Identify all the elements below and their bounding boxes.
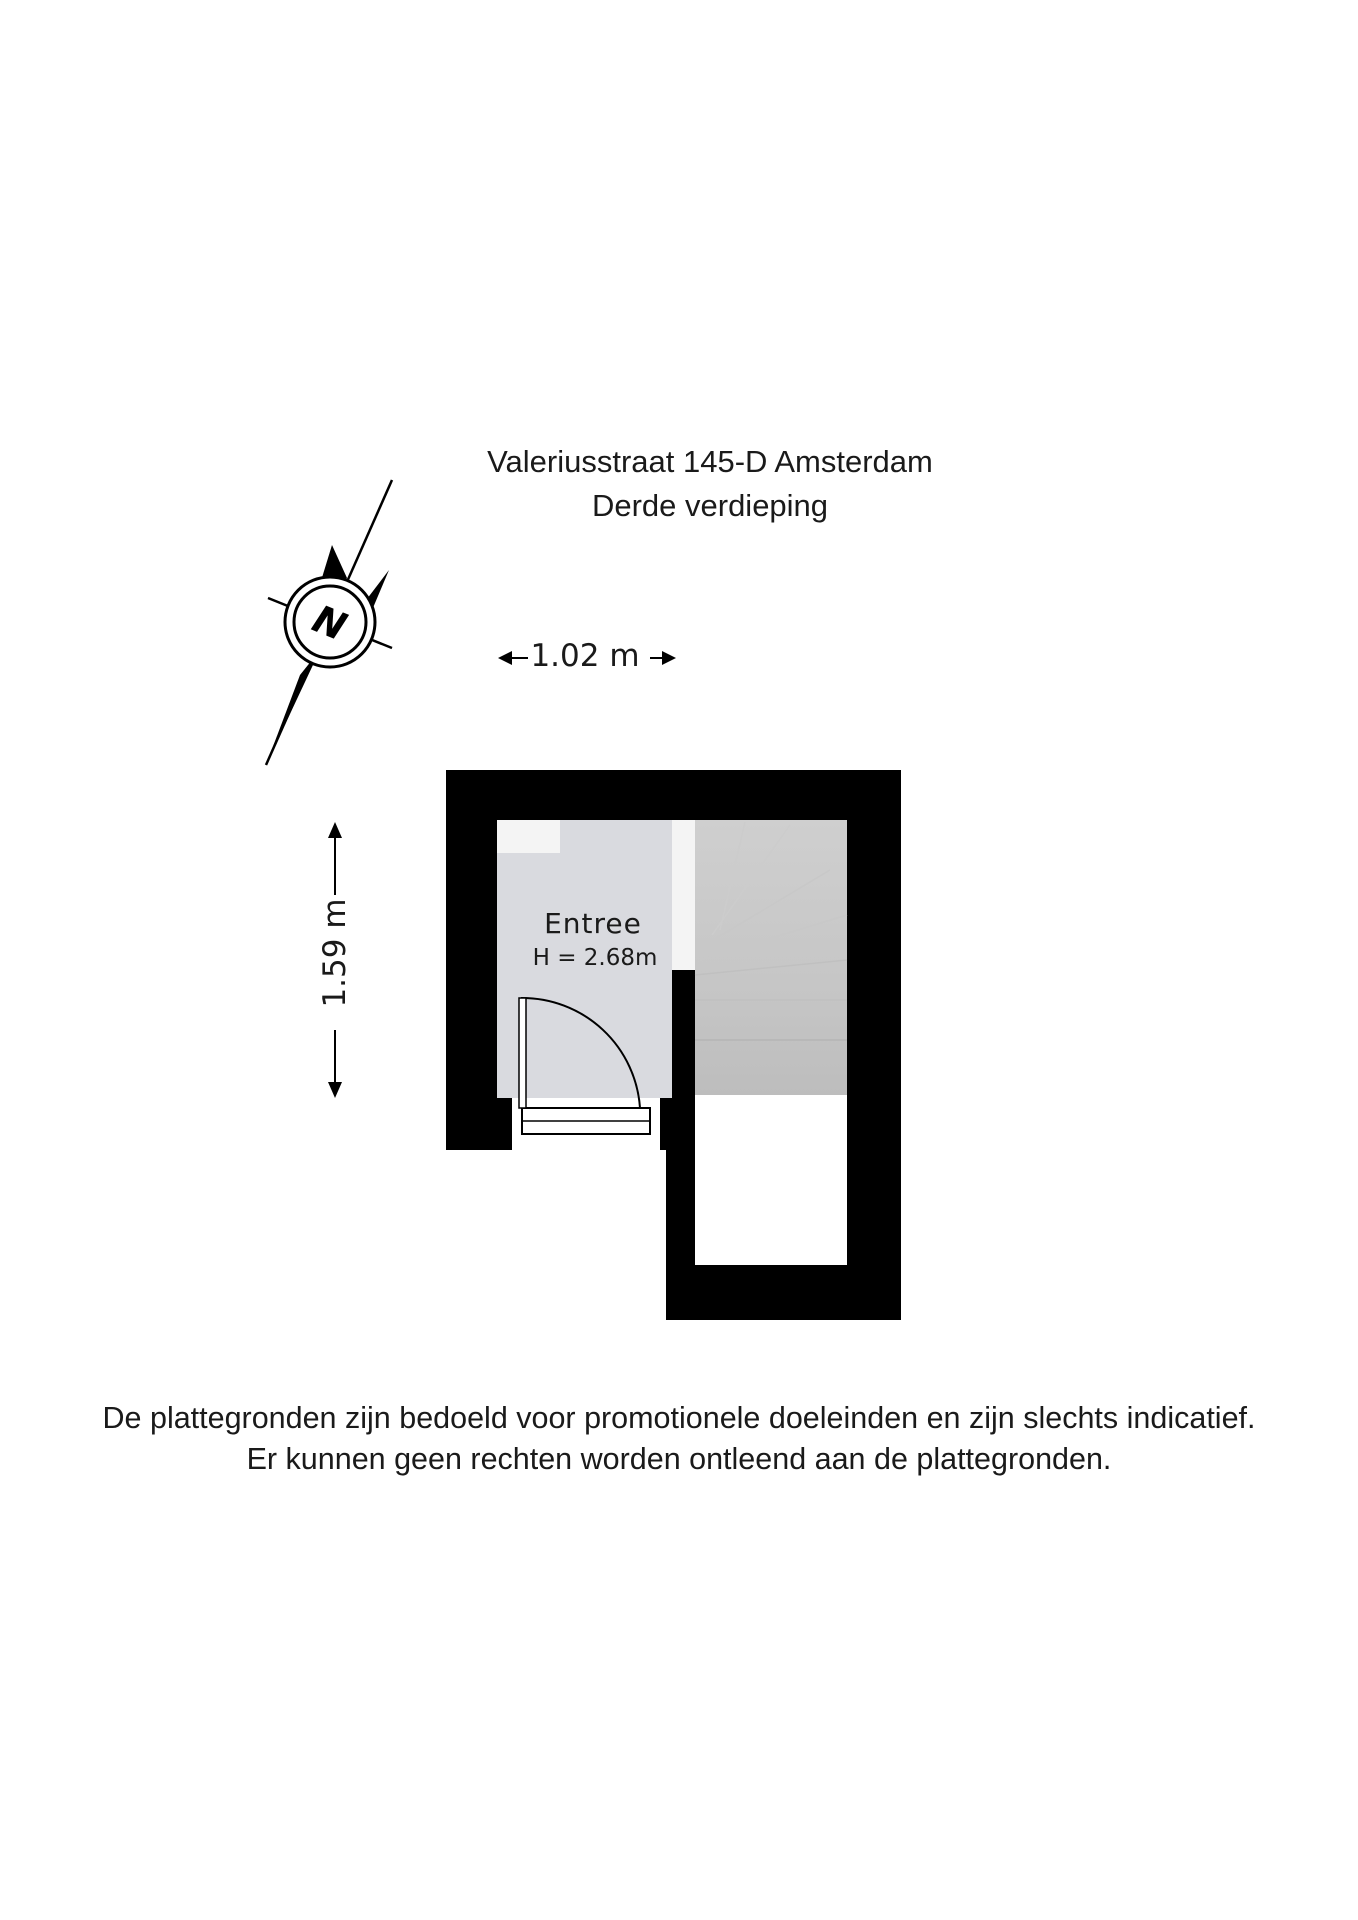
floor-subtitle: Derde verdieping (591, 488, 829, 523)
stairwell-opening (695, 1095, 847, 1265)
disclaimer-line-1: De plattegronden zijn bedoeld voor promotionele doeleinden en zijn slechts indicatief. (102, 1401, 1256, 1435)
room-name: Entree (544, 907, 642, 940)
staircase (695, 820, 847, 1095)
disclaimer (0, 1398, 1358, 1480)
address-title: Valeriusstraat 145-D Amsterdam (487, 444, 933, 479)
disclaimer-line-2: Er kunnen geen rechten worden ontleend aan de plattegronden. (246, 1442, 1112, 1476)
width-dimension-label: 1.02 m (530, 638, 640, 674)
compass-letter: N (306, 596, 353, 650)
room-ceiling-height: H = 2.68m (532, 945, 658, 971)
compass-north-icon (266, 480, 392, 765)
height-dimension-label: 1.59 m (317, 898, 353, 1008)
corner-cabinet (497, 820, 560, 853)
interior-wall-dark (672, 970, 695, 1150)
